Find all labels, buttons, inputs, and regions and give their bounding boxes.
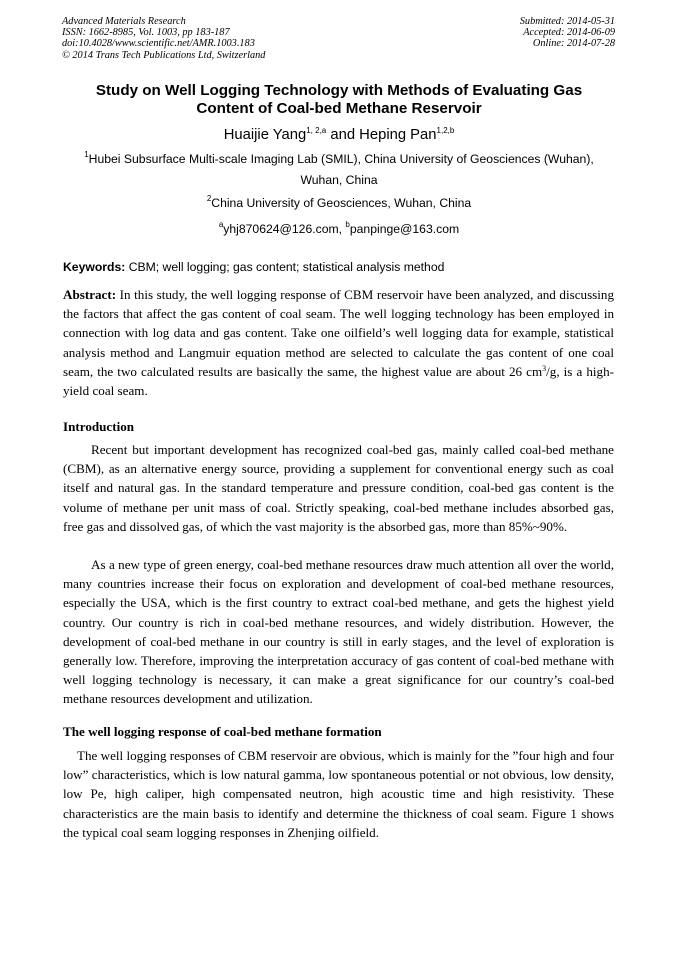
author-name: Huaijie Yang: [223, 127, 307, 143]
affiliation-text: China University of Geosciences, Wuhan, China: [211, 196, 472, 210]
abstract-text: In this study, the well logging response of CBM reservoir have been analyzed, and discussing the factors that affect the gas content of coal seam. The well logging technology has been employed in connection with log data and gas content. Take one oilfield’s well logging data for example, statistical analysis method and Langmuir equation method are selected to calculate the gas content of one coal seam, the two calculated results are basically the same, the highest value are about 26 cm: [63, 287, 614, 379]
journal-name: Advanced Materials Research: [62, 16, 186, 27]
keywords-text: CBM; well logging; gas content; statistical analysis method: [125, 260, 445, 274]
keywords: [63, 259, 623, 275]
journal-header-right: [520, 16, 615, 50]
copyright-line: © 2014 Trans Tech Publications Ltd, Switzerland: [62, 49, 266, 61]
abstract: [63, 285, 614, 400]
abstract-label: Abstract:: [63, 287, 117, 302]
author-list: [40, 126, 638, 144]
title-line-2: Content of Coal-bed Methane Reservoir: [196, 100, 482, 117]
author-affiliation-marker: 1, 2,a: [306, 126, 327, 135]
submitted-date: Submitted: 2014-05-31: [519, 16, 615, 27]
issn-info: ISSN: 1662-8985, Vol. 1003, pp 183-187: [62, 27, 230, 39]
doi-link[interactable]: doi:10.4028/www.scientific.net/AMR.1003.183: [62, 38, 255, 50]
affiliation-text: Hubei Subsurface Multi-scale Imaging Lab (SMIL), China University of Geosciences (Wuhan),: [88, 152, 594, 166]
email-a[interactable]: yhj870624@126.com,: [223, 222, 346, 236]
accepted-date: Accepted: 2014-06-09: [523, 27, 615, 39]
online-date: Online: 2014-07-28: [532, 38, 615, 50]
email-marker: a: [218, 220, 224, 229]
author-joiner: and: [326, 127, 360, 143]
paper-title: [40, 82, 638, 118]
section-heading-logging-response: The well logging response of coal-bed methane formation: [63, 724, 382, 739]
author-name: Heping Pan: [359, 127, 437, 143]
email-b[interactable]: panpinge@163.com: [349, 222, 460, 236]
affiliation-2: [40, 193, 638, 214]
unit-exponent: 3: [542, 363, 547, 373]
paragraph: Recent but important development has recognized coal-bed gas, mainly called coal-bed methane (CBM), as an alternative energy source, providing a supplement for conventional energy such as coal itself and natural gas. In the standard temperature and pressure condition, coal-bed gas content is the volume of methane per unit mass of coal. Strictly speaking, coal-bed methane includes absorbed gas, free gas and dissolved gas, of which the vast majority is the absorbed gas, more than 85%~90%.: [63, 442, 614, 534]
affiliation-marker: 1: [84, 150, 89, 159]
journal-header-left: [62, 16, 265, 61]
affiliation-marker: 2: [206, 194, 212, 203]
author-emails: [40, 219, 638, 240]
keywords-label: Keywords:: [63, 260, 126, 274]
affiliation-text-cont: Wuhan, China: [300, 173, 378, 187]
email-marker: b: [345, 220, 350, 229]
section-heading-introduction: Introduction: [63, 419, 135, 434]
author-affiliation-marker: 1,2,b: [436, 126, 455, 135]
title-line-1: Study on Well Logging Technology with Methods of Evaluating Gas: [95, 82, 583, 99]
paragraph: As a new type of green energy, coal-bed methane resources draw much attention all over the world, many countries increase their focus on exploration and development of coal-bed methane resources, especially the USA, which is the first country to extract coal-bed methane, and gets the highest yield country. Our country is rich in coal-bed methane resources, and widely distribution. However, the development of coal-bed methane in our country is still in early stages, and the level of exploration is generally low. Therefore, improving the interpretation accuracy of gas content of coal-bed methane with well logging technology is necessary, it can make a great significance for our country’s coal-bed methane resources development and utilization.: [63, 557, 614, 707]
abstract-text-end: /g, is a high-yield coal seam.: [63, 363, 614, 399]
affiliation-1: [40, 149, 638, 191]
paragraph: The well logging responses of CBM reservoir are obvious, which is mainly for the ”four high and four low” characteristics, which is low natural gamma, low spontaneous potential or not obvious, low density, low Pe, high caliper, high compensated neutron, high acoustic time and high resistivity. These characteristics are the main basis to identify and determine the thickness of coal seam. Figure 1 shows the typical coal seam logging responses in Zhenjing oilfield.: [63, 748, 614, 840]
